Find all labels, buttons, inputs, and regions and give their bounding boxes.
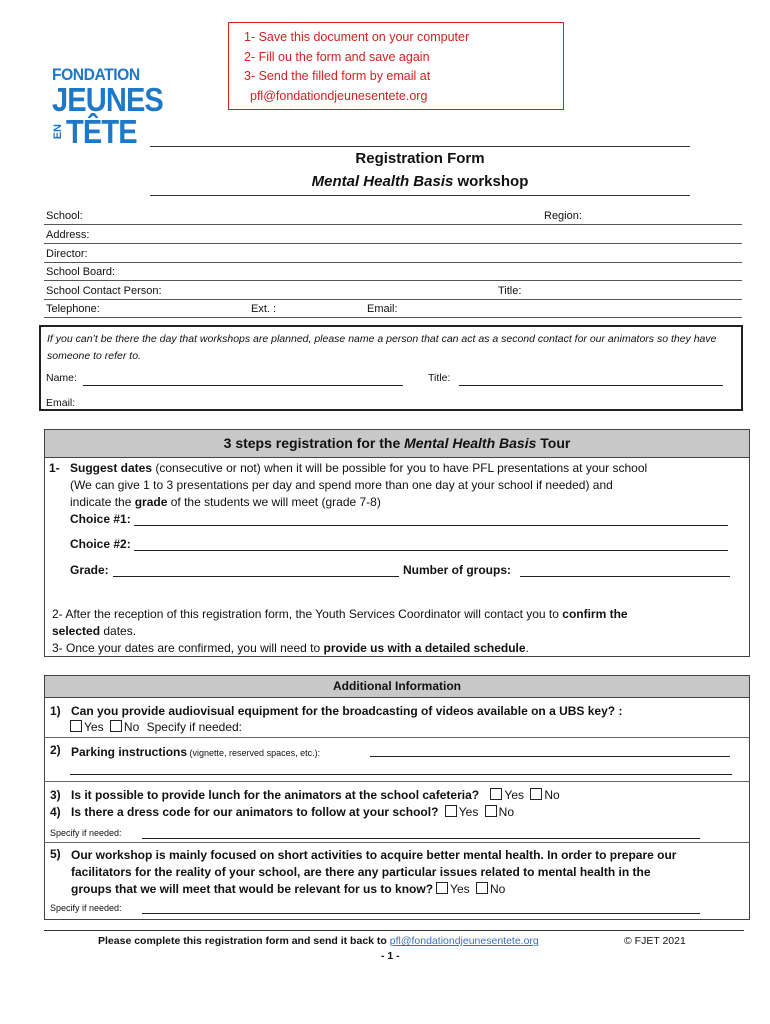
q5-yes-label: Yes xyxy=(450,882,470,896)
steps-header-pre: 3 steps registration for the xyxy=(223,435,405,451)
q1-text: Can you provide audiovisual equipment for the broadcasting of videos available on a UBS key? : xyxy=(71,704,623,718)
q1-number: 1) xyxy=(50,704,61,718)
school-board-row[interactable] xyxy=(44,262,742,281)
contact-person-row[interactable] xyxy=(44,281,742,300)
q1-no-label: No xyxy=(123,720,140,734)
parking-field-2[interactable] xyxy=(70,774,732,775)
page-number: - 1 - xyxy=(381,950,400,962)
q4-no-label: No xyxy=(498,805,515,819)
director-row[interactable] xyxy=(44,244,742,263)
q2-number: 2) xyxy=(50,743,61,757)
q2-bold: Parking instructions xyxy=(71,745,188,759)
logo-line-1: FONDATION xyxy=(52,65,140,84)
step-1-grade-bold: grade xyxy=(134,495,168,509)
step-1 xyxy=(49,460,749,511)
step-3-post: . xyxy=(525,641,529,655)
workshop-name: Mental Health Basis xyxy=(311,173,454,190)
logo-line-3: TÊTE xyxy=(66,113,137,150)
title-bottom-rule xyxy=(150,195,690,196)
choice-1-field[interactable] xyxy=(134,525,728,526)
q4-specify-field[interactable] xyxy=(142,838,700,839)
school-board-label: School Board: xyxy=(46,266,116,278)
step-3-bold: provide us with a detailed schedule xyxy=(323,641,526,655)
q2-label xyxy=(71,743,320,761)
logo-en: EN xyxy=(52,124,64,140)
q5-no-label: No xyxy=(489,882,506,896)
q3-yes-checkbox[interactable] xyxy=(490,788,502,800)
school-row[interactable] xyxy=(44,206,742,225)
second-contact-title-label: Title: xyxy=(428,372,451,384)
grade-field[interactable] xyxy=(113,576,399,577)
second-contact-name-label: Name: xyxy=(46,372,77,384)
step-1-rest: (consecutive or not) when it will be possible for you to have PFL presentations at your school xyxy=(152,461,648,475)
q4-no-checkbox[interactable] xyxy=(485,805,497,817)
step-1-line3-pre: indicate the xyxy=(70,495,135,509)
choice-2-label: Choice #2: xyxy=(70,537,131,551)
q3-no-label: No xyxy=(544,788,560,802)
q5-specify-field[interactable] xyxy=(142,913,700,914)
q1-yes-label: Yes xyxy=(84,720,104,734)
region-label: Region: xyxy=(544,210,582,222)
steps-header xyxy=(45,430,749,458)
q5-specify-label: Specify if needed: xyxy=(50,903,122,913)
contact-title-label: Title: xyxy=(498,285,522,297)
step-2-bold-1: confirm the xyxy=(562,607,628,621)
step-2-text: 2- After the reception of this registration form, the Youth Services Coordinator will contact you to xyxy=(52,607,563,621)
telephone-label: Telephone: xyxy=(46,303,100,315)
footer-email-link[interactable]: pfl@fondationdjeunesentete.org xyxy=(389,935,539,947)
q3-yes-label: Yes xyxy=(504,788,524,802)
groups-field[interactable] xyxy=(520,576,730,577)
q1-specify-label: Specify if needed: xyxy=(146,720,243,734)
q5-no-checkbox[interactable] xyxy=(476,882,488,894)
school-label: School: xyxy=(46,210,83,222)
q4-number: 4) xyxy=(50,805,61,819)
additional-header: Additional Information xyxy=(45,676,749,698)
steps-header-italic: Mental Health Basis xyxy=(404,435,537,451)
q3-text: Is it possible to provide lunch for the animators at the school cafeteria? xyxy=(71,788,480,802)
step-2-post: dates. xyxy=(100,624,137,638)
instruction-email: pfl@fondationdjeunesentete.org xyxy=(250,88,428,103)
ext-label: Ext. : xyxy=(251,303,277,315)
address-row[interactable] xyxy=(44,225,742,244)
form-subtitle xyxy=(150,173,690,190)
q5-number: 5) xyxy=(50,847,61,861)
q5-yes-checkbox[interactable] xyxy=(436,882,448,894)
footer-text: Please complete this registration form and send it back to xyxy=(98,935,390,947)
workshop-suffix: workshop xyxy=(453,173,529,190)
q5-line-2: facilitators for the reality of your school, are there any particular issues related to mental health in the xyxy=(71,865,651,879)
q4-yes-checkbox[interactable] xyxy=(445,805,457,817)
parking-field-1[interactable] xyxy=(370,756,730,757)
step-1-number: 1- xyxy=(49,461,60,475)
steps-header-post: Tour xyxy=(536,435,571,451)
telephone-row[interactable] xyxy=(44,299,742,318)
footer-copyright: © FJET 2021 xyxy=(624,935,686,947)
q5-text xyxy=(71,847,747,898)
q1-no-checkbox[interactable] xyxy=(110,720,122,732)
q3-no-checkbox[interactable] xyxy=(530,788,542,800)
second-contact-email-field[interactable] xyxy=(81,409,718,410)
step-3-text: 3- Once your dates are confirmed, you will need to xyxy=(52,641,324,655)
second-contact-box xyxy=(39,325,743,411)
choice-2-field[interactable] xyxy=(134,550,728,551)
address-label: Address: xyxy=(46,229,90,241)
title-top-rule xyxy=(150,146,690,147)
q4-row xyxy=(71,805,514,819)
instruction-2: 2- Fill ou the form and save again xyxy=(244,49,430,64)
fondation-logo xyxy=(52,65,163,150)
step-1-bold: Suggest dates xyxy=(70,461,153,475)
footer-line xyxy=(98,935,539,947)
groups-label: Number of groups: xyxy=(403,563,511,577)
instruction-1: 1- Save this document on your computer xyxy=(244,30,470,44)
footer-rule xyxy=(44,930,744,931)
second-contact-email-label: Email: xyxy=(46,397,76,409)
email-label: Email: xyxy=(367,303,398,315)
q3-row xyxy=(71,788,560,802)
second-contact-text: If you can’t be there the day that workshops are planned, please name a person that can act as a second contact for our animators so they have someone to refer to. xyxy=(47,333,717,362)
choice-1-label: Choice #1: xyxy=(70,512,131,526)
second-contact-name-field[interactable] xyxy=(83,385,403,386)
q2-divider xyxy=(44,781,750,782)
instruction-3: 3- Send the filled form by email at xyxy=(244,69,431,83)
form-title: Registration Form xyxy=(355,150,485,167)
contact-person-label: School Contact Person: xyxy=(46,285,162,297)
logo-line-2: JEUNES xyxy=(52,81,163,118)
q4-yes-label: Yes xyxy=(458,805,479,819)
q4-specify-label: Specify if needed: xyxy=(50,828,122,838)
q5-line-1: Our workshop is mainly focused on short activities to acquire better mental health. In order to prepare our xyxy=(71,848,677,862)
q4-text: Is there a dress code for our animators to follow at your school? xyxy=(71,805,439,819)
step-1-text xyxy=(70,460,749,511)
step-1-line2: (We can give 1 to 3 presentations per day and spend more than one day at your school if needed) and xyxy=(70,478,613,492)
q1-options xyxy=(70,720,242,734)
second-contact-title-field[interactable] xyxy=(459,385,723,386)
step-1-line3-post: of the students we will meet (grade 7-8) xyxy=(167,495,381,509)
q1-yes-checkbox[interactable] xyxy=(70,720,82,732)
q2-small: (vignette, reserved spaces, etc.): xyxy=(187,748,321,758)
q3-number: 3) xyxy=(50,788,61,802)
grade-label: Grade: xyxy=(70,563,109,577)
step-2 xyxy=(52,606,742,657)
q5-line-3: groups that we will meet that would be relevant for us to know? xyxy=(71,882,434,896)
director-label: Director: xyxy=(46,248,88,260)
step-2-bold-2: selected xyxy=(52,624,101,638)
instructions-box xyxy=(228,22,564,110)
q4-divider xyxy=(44,842,750,843)
q1-divider xyxy=(44,737,750,738)
